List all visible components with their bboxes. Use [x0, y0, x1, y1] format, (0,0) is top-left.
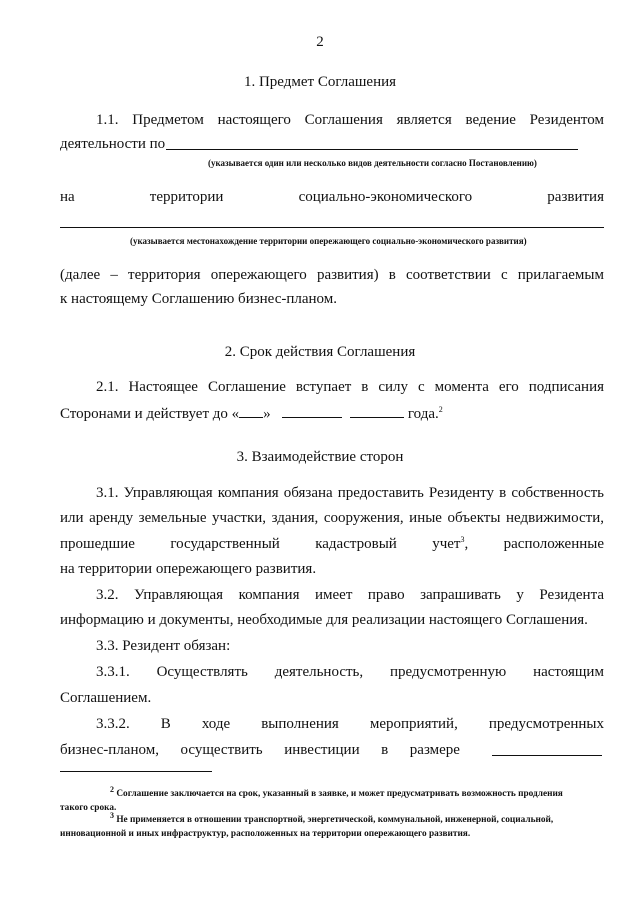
s3-p332-line1: [96, 715, 604, 733]
location-blank-line: [60, 227, 604, 228]
word: размере: [409, 742, 460, 758]
word: развития): [316, 267, 379, 283]
word: его: [498, 379, 519, 395]
word: запрашивать: [420, 587, 501, 603]
word: мероприятий,: [369, 716, 458, 732]
word: в: [388, 267, 396, 283]
footnote-ref-3: 3: [460, 535, 465, 544]
s1-hint-location: (указывается местонахождение территории опережающего социально-экономического развития): [130, 236, 527, 246]
word: право: [367, 587, 405, 603]
word: Резиденту: [428, 485, 495, 501]
s3-p32-line1: [96, 586, 604, 604]
word: у: [516, 587, 524, 603]
s3-p331-line1: [96, 663, 604, 681]
section-3-heading: 3. Взаимодействие сторон: [236, 449, 404, 465]
word-uchet: учет$^3$,: [432, 535, 469, 552]
word: сооружения,: [323, 510, 404, 526]
word: собственность: [511, 485, 604, 501]
footnote-2-line1: $^2$ Соглашение заключается на срок, указанный в заявке, и может предусматривать возможность продления: [110, 784, 563, 799]
word-raspolozhennye: расположенные: [503, 536, 604, 552]
s3-p33: 3.3. Резидент обязан:: [96, 638, 231, 654]
page-number: 2: [316, 34, 324, 50]
investment-amount-blank: [492, 755, 602, 756]
word: Резидента: [539, 587, 604, 603]
word: Соглашение: [207, 379, 286, 395]
s3-p332-line2: [60, 741, 460, 759]
word: В: [160, 716, 171, 732]
year-blank: [350, 404, 404, 418]
word: 2.1.: [96, 379, 119, 395]
word: иные: [409, 510, 442, 526]
s1-p3-line1: [60, 266, 604, 284]
word: Управляющая: [123, 485, 213, 501]
s2-quote-close: »: [263, 406, 271, 422]
word-kadastrovyi: кадастровый: [315, 536, 397, 552]
word: или: [60, 510, 84, 526]
word: с: [417, 379, 425, 395]
s1-p3-line2: к настоящему Соглашению бизнес-планом.: [60, 291, 338, 307]
s3-p31-line3: [60, 535, 604, 553]
word: настоящего: [217, 112, 291, 128]
word: 1.1.: [96, 112, 119, 128]
word: недвижимости,: [506, 510, 604, 526]
word: 3.2.: [96, 587, 119, 603]
word: настоящим: [533, 664, 604, 680]
word: участки,: [212, 510, 267, 526]
footnote-3-mark: 3: [110, 810, 114, 820]
s1-p2-line: [60, 188, 604, 206]
word: (далее: [60, 267, 101, 283]
section-2-heading: 2. Срок действия Соглашения: [224, 344, 416, 360]
s3-p31-line4: на территории опережающего развития.: [60, 561, 317, 577]
word: обязана: [283, 485, 333, 501]
word: аренду: [89, 510, 134, 526]
s2-p1-line1: [96, 378, 604, 396]
word: Предметом: [132, 112, 204, 128]
word: земельные: [138, 510, 207, 526]
word: компания: [217, 485, 279, 501]
month-blank: [282, 404, 342, 418]
s1-p1-line2: [60, 135, 165, 153]
footnote-2-line2: такого срока.: [60, 803, 117, 813]
word: бизнес-планом,: [60, 742, 159, 758]
s2-p1-line2: [60, 404, 443, 423]
word-gosudarstvennyi: государственный: [170, 536, 280, 552]
s1-p1-line1: [96, 111, 604, 129]
word: является: [396, 112, 452, 128]
word: момента: [434, 379, 489, 395]
footnote-separator: [60, 771, 212, 772]
word: в: [361, 379, 369, 395]
word: осуществить: [180, 742, 263, 758]
word: развития: [547, 189, 604, 205]
word: –: [110, 267, 118, 283]
word: в: [381, 742, 389, 758]
s1-hint-activity: (указывается один или несколько видов деятельности согласно Постановлению): [208, 158, 537, 168]
footnote-ref-2: 2: [438, 405, 443, 414]
s3-p31-line2: [60, 509, 604, 527]
activity-blank-line: [166, 149, 578, 150]
word: 3.3.1.: [96, 664, 130, 680]
word: здания,: [271, 510, 319, 526]
word-proshedshie: прошедшие: [60, 536, 135, 552]
word: предоставить: [337, 485, 424, 501]
word: ведение: [465, 112, 516, 128]
word: социально-экономического: [298, 189, 473, 205]
day-blank: [239, 404, 263, 418]
s2-year-text: года.: [407, 406, 439, 422]
word: опережающего: [210, 267, 307, 283]
word: силу: [378, 379, 408, 395]
word: Резидентом: [529, 112, 604, 128]
word: инвестиции: [284, 742, 360, 758]
word: подписания: [528, 379, 604, 395]
word: территории: [149, 189, 224, 205]
word: Настоящее: [128, 379, 198, 395]
word: 3.3.2.: [96, 716, 130, 732]
footnote-3-line2: инновационной и иных инфраструктур, расположенных на территории опережающего развития.: [60, 829, 471, 839]
word: выполнения: [261, 716, 339, 732]
s3-p31-line1: [96, 484, 604, 502]
word: 3.1.: [96, 485, 119, 501]
word: объекты: [447, 510, 501, 526]
word: Соглашения: [304, 112, 383, 128]
word: компания: [238, 587, 300, 603]
word: соответствии: [406, 267, 491, 283]
word: территория: [128, 267, 201, 283]
word: с: [500, 267, 508, 283]
word: на: [60, 189, 75, 205]
word: предусмотренную: [389, 664, 507, 680]
s2-until-text: Сторонами и действует до «: [60, 406, 240, 422]
word: прилагаемым: [517, 267, 604, 283]
section-1-heading: 1. Предмет Соглашения: [243, 74, 397, 90]
word: имеет: [315, 587, 353, 603]
word: в: [499, 485, 507, 501]
word: Осуществлять: [156, 664, 248, 680]
footnote-2-mark: 2: [110, 784, 114, 794]
footnote-3-line1: $^3$ Не применяется в отношении транспортной, энергетической, коммунальной, инженерной, социальной,: [110, 810, 554, 825]
s3-p32-line2: информацию и документы, необходимые для реализации настоящего Соглашения.: [60, 612, 588, 628]
word: вступает: [295, 379, 352, 395]
word: предусмотренных: [488, 716, 604, 732]
s3-p331-line2: Соглашением.: [60, 690, 152, 706]
word: Управляющая: [134, 587, 224, 603]
word: ходе: [201, 716, 231, 732]
s1-p1-line2-text: деятельности по: [60, 136, 166, 152]
word: деятельность,: [274, 664, 364, 680]
